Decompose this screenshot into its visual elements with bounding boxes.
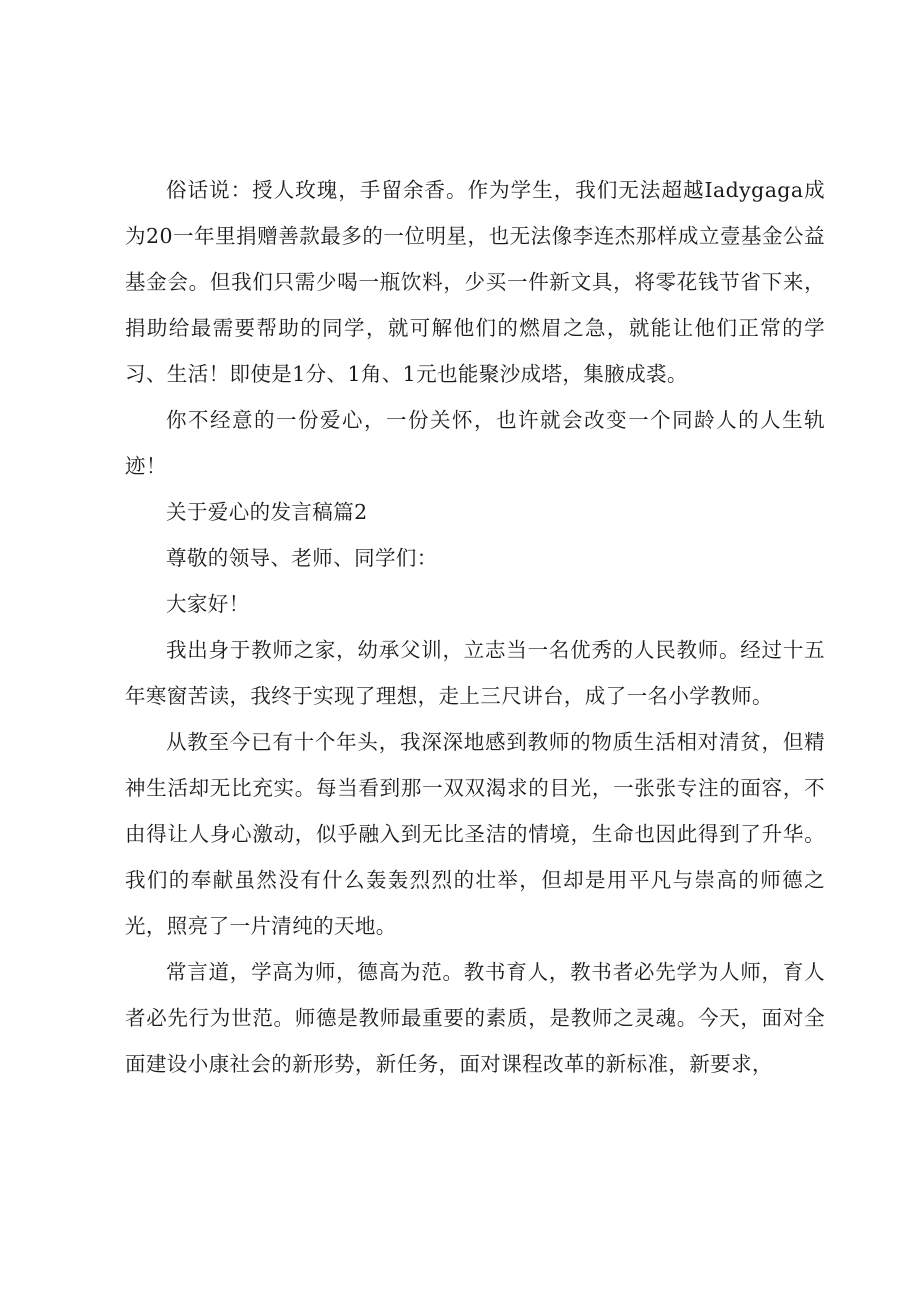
paragraph-6: 我出身于教师之家，幼承父训，立志当一名优秀的人民教师。经过十五年寒窗苦读，我终于实现了理想，走上三尺讲台，成了一名小学教师。 [125,638,825,708]
paragraph-7: 从教至今已有十个年头，我深深地感到教师的物质生活相对清贫，但精神生活却无比充实。每当看到那一双双渴求的目光，一张张专注的面容，不由得让人身心激动，似乎融入到无比圣洁的情境，生命也因此得到了升华。我们的奉献虽然没有什么轰轰烈烈的壮举，但却是用平凡与崇高的师德之光，照亮了一片清纯的天地。 [125,730,825,938]
section-heading: 关于爱心的发言稿篇2 [166,500,368,524]
paragraph-2: 你不经意的一份爱心，一份关怀，也许就会改变一个同龄人的人生轨迹！ [125,408,825,478]
document-body [125,167,825,1087]
salutation: 尊敬的领导、老师、同学们： [166,546,438,570]
paragraph-8: 常言道，学高为师，德高为范。教书育人，教书者必先学为人师，育人者必先行为世范。师德是教师最重要的素质，是教师之灵魂。今天，面对全面建设小康社会的新形势，新任务，面对课程改革的新标准，新要求， [125,960,825,1076]
greeting: 大家好！ [166,592,250,616]
paragraph-1: 俗话说：授人玫瑰，手留余香。作为学生，我们无法超越Iadygaga成为20一年里捐赠善款最多的一位明星，也无法像李连杰那样成立壹基金公益基金会。但我们只需少喝一瓶饮料，少买一件新文具，将零花钱节省下来，捐助给最需要帮助的同学，就可解他们的燃眉之急，就能让他们正常的学习、生活！即使是1分、1角、1元也能聚沙成塔，集腋成裘。 [125,178,825,386]
